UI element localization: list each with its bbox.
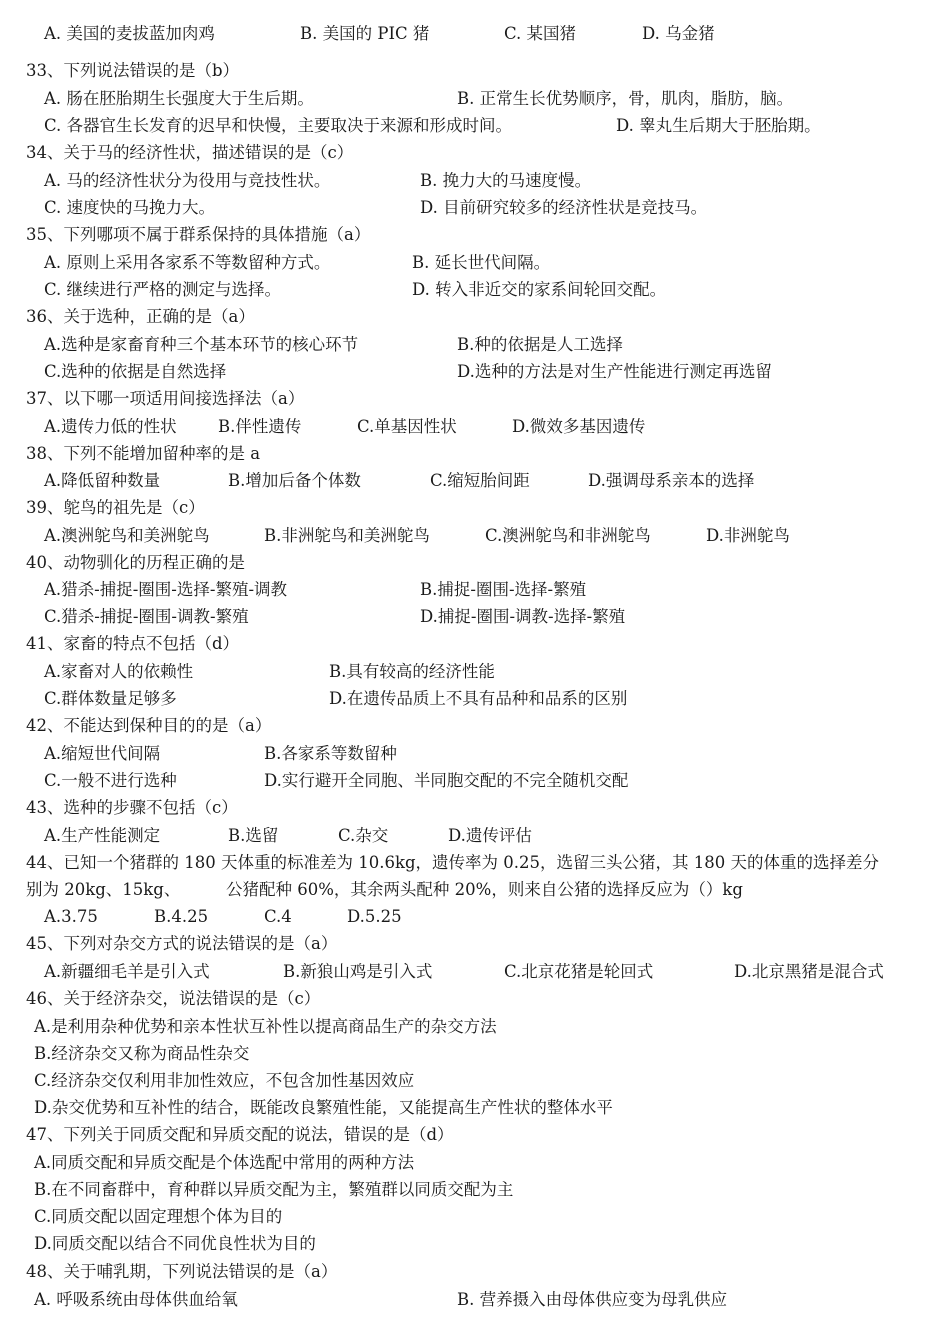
- option-text: A.澳洲鸵鸟和美洲鸵鸟: [44, 526, 210, 545]
- question-text: 43、选种的步骤不包括（c）: [26, 798, 238, 817]
- option-text: B.经济杂交又称为商品性杂交: [34, 1044, 250, 1063]
- option-text: A.降低留种数量: [44, 471, 161, 490]
- option-text: D.杂交优势和互补性的结合，既能改良繁殖性能，又能提高生产性状的整体水平: [34, 1098, 613, 1117]
- question-text: 34、关于马的经济性状，描述错误的是（c）: [26, 143, 354, 162]
- option-text: C.经济杂交仅利用非加性效应，不包含加性基因效应: [34, 1071, 415, 1090]
- option-text: C.一般不进行选种: [44, 771, 177, 790]
- option-text: C.群体数量足够多: [44, 689, 177, 708]
- option-text: B. 挽力大的马速度慢。: [420, 171, 592, 190]
- option-text: D.5.25: [347, 907, 402, 926]
- option-text: B.具有较高的经济性能: [329, 662, 495, 681]
- question-text: 36、关于选种，正确的是（a）: [26, 307, 255, 326]
- option-text: C. 继续进行严格的测定与选择。: [44, 280, 282, 299]
- option-text: A. 马的经济性状分为役用与竞技性状。: [44, 171, 331, 190]
- option-text: C.同质交配以固定理想个体为目的: [34, 1207, 283, 1226]
- option-text: D.非洲鸵鸟: [706, 526, 790, 545]
- option-text: D.遗传评估: [448, 826, 532, 845]
- option-text: C. 各器官生长发育的迟早和快慢，主要取决于来源和形成时间。: [44, 116, 513, 135]
- option-text: C. 速度快的马挽力大。: [44, 198, 216, 217]
- question-text: 42、不能达到保种目的的是（a）: [26, 716, 272, 735]
- option-text: C.北京花猪是轮回式: [504, 962, 654, 981]
- option-text: B. 延长世代间隔。: [412, 253, 551, 272]
- option-text: B. 营养摄入由母体供应变为母乳供应: [457, 1290, 728, 1309]
- option-text: A.同质交配和异质交配是个体选配中常用的两种方法: [34, 1153, 415, 1172]
- option-text: B.各家系等数留种: [264, 744, 397, 763]
- question-text: 46、关于经济杂交，说法错误的是（c）: [26, 989, 321, 1008]
- option-text: D. 目前研究较多的经济性状是竞技马。: [420, 198, 708, 217]
- option-text: A.猎杀-捕捉-圈围-选择-繁殖-调教: [44, 580, 288, 599]
- question-text: 48、关于哺乳期，下列说法错误的是（a）: [26, 1262, 338, 1281]
- option-text: B. 正常生长优势顺序，骨，肌肉，脂肪，脑。: [457, 89, 794, 108]
- option-text: 公猪配种 60%，其余两头配种 20%，则来自公猪的选择反应为（）kg: [226, 880, 743, 899]
- option-text: B.种的依据是人工选择: [457, 335, 623, 354]
- option-text: D.同质交配以结合不同优良性状为目的: [34, 1234, 316, 1253]
- option-text: A. 原则上采用各家系不等数留种方式。: [44, 253, 331, 272]
- option-text: D. 睾丸生后期大于胚胎期。: [616, 116, 821, 135]
- option-text: A.生产性能测定: [44, 826, 161, 845]
- option-text: 别为 20kg、15kg、: [26, 880, 181, 899]
- question-text: 37、以下哪一项适用间接选择法（a）: [26, 389, 305, 408]
- question-text: 38、下列不能增加留种率的是 a: [26, 444, 261, 463]
- option-text: C.猎杀-捕捉-圈围-调教-繁殖: [44, 607, 249, 626]
- option-text: D.实行避开全同胞、半同胞交配的不完全随机交配: [264, 771, 629, 790]
- cut-off-top-line: [0, 24, 950, 47]
- option-text: D.捕捉-圈围-调教-选择-繁殖: [420, 607, 626, 626]
- option-text: B.捕捉-圈围-选择-繁殖: [420, 580, 587, 599]
- question-text: 35、下列哪项不属于群系保持的具体措施（a）: [26, 225, 371, 244]
- option-text: C.杂交: [338, 826, 389, 845]
- question-text: 47、下列关于同质交配和异质交配的说法，错误的是（d）: [26, 1125, 454, 1144]
- option-text: B.在不同畜群中，育种群以异质交配为主，繁殖群以同质交配为主: [34, 1180, 514, 1199]
- option-text: A.缩短世代间隔: [44, 744, 161, 763]
- option-text: D.选种的方法是对生产性能进行测定再选留: [457, 362, 772, 381]
- option-text: D.强调母系亲本的选择: [588, 471, 755, 490]
- option-text: B. 美国的 PIC 猪: [300, 24, 430, 43]
- option-text: C.澳洲鸵鸟和非洲鸵鸟: [485, 526, 651, 545]
- option-text: A. 呼吸系统由母体供血给氧: [34, 1290, 238, 1309]
- option-text: B.新狼山鸡是引入式: [283, 962, 433, 981]
- question-text: 39、鸵鸟的祖先是（c）: [26, 498, 205, 517]
- option-text: A.是利用杂种优势和亲本性状互补性以提高商品生产的杂交方法: [34, 1017, 497, 1036]
- question-text: 40、动物驯化的历程正确的是: [26, 553, 245, 572]
- option-text: A. 美国的麦拔蓝加肉鸡: [44, 24, 215, 43]
- option-text: C.缩短胎间距: [430, 471, 530, 490]
- option-text: C.4: [264, 907, 292, 926]
- option-text: A.遗传力低的性状: [44, 417, 177, 436]
- option-text: B.非洲鸵鸟和美洲鸵鸟: [264, 526, 430, 545]
- option-text: C.选种的依据是自然选择: [44, 362, 227, 381]
- option-text: D. 转入非近交的家系间轮回交配。: [412, 280, 667, 299]
- option-text: C. 某国猪: [504, 24, 577, 43]
- option-text: D. 乌金猪: [642, 24, 715, 43]
- option-text: D.北京黑猪是混合式: [734, 962, 884, 981]
- option-text: B.增加后备个体数: [228, 471, 361, 490]
- option-text: B.4.25: [154, 907, 209, 926]
- option-text: A.新疆细毛羊是引入式: [44, 962, 210, 981]
- cut-off-bottom-line: [0, 1286, 950, 1309]
- question-text: 33、下列说法错误的是（b）: [26, 61, 240, 80]
- question-text: 45、下列对杂交方式的说法错误的是（a）: [26, 934, 338, 953]
- option-text: A.选种是家畜育种三个基本环节的核心环节: [44, 335, 359, 354]
- option-text: A. 肠在胚胎期生长强度大于生后期。: [44, 89, 314, 108]
- option-text: A.家畜对人的依赖性: [44, 662, 194, 681]
- option-text: A.3.75: [44, 907, 98, 926]
- option-text: B.伴性遗传: [218, 417, 302, 436]
- option-text: D.在遗传品质上不具有品种和品系的区别: [329, 689, 628, 708]
- option-text: D.微效多基因遗传: [512, 417, 646, 436]
- question-text: 44、已知一个猪群的 180 天体重的标准差为 10.6kg，遗传率为 0.25，选留三头公猪，其 180 天的体重的选择差分: [26, 853, 879, 872]
- question-text: 41、家畜的特点不包括（d）: [26, 634, 240, 653]
- option-text: C.单基因性状: [357, 417, 457, 436]
- option-text: B.选留: [228, 826, 279, 845]
